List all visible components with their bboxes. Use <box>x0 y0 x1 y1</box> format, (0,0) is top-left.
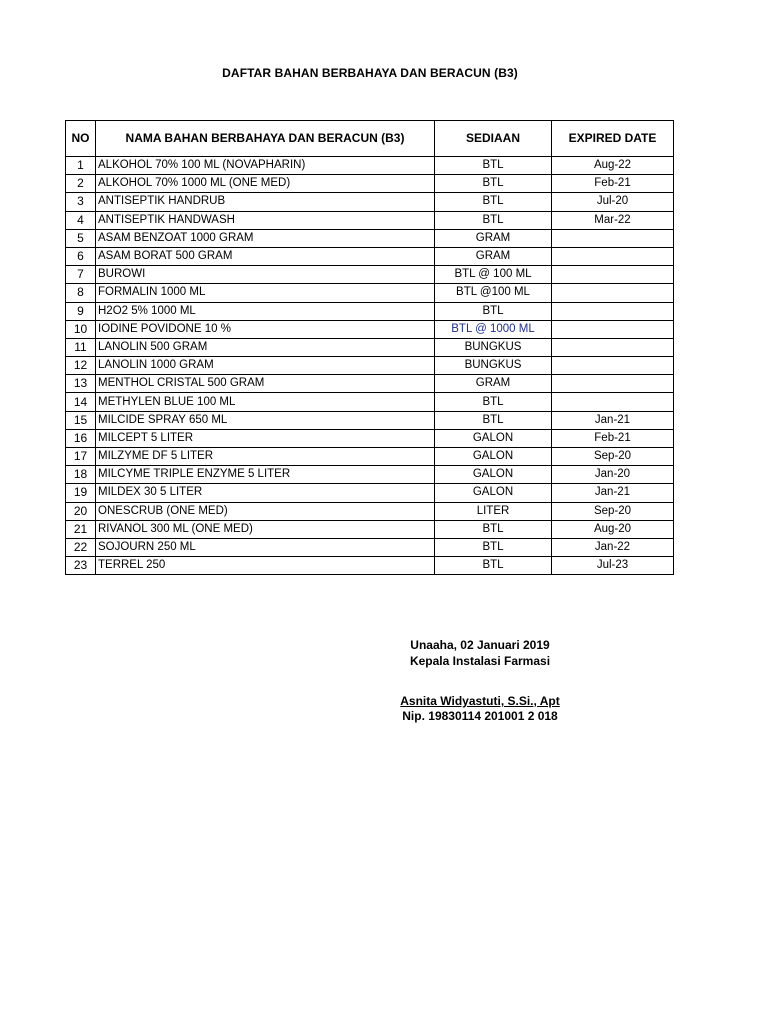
cell-sediaan: BTL <box>435 411 552 429</box>
table-row <box>66 520 674 538</box>
cell-sediaan: BTL <box>435 557 552 575</box>
cell-no: 13 <box>66 375 96 393</box>
table-row <box>66 338 674 356</box>
cell-sediaan: BTL @100 ML <box>435 284 552 302</box>
cell-name: MILZYME DF 5 LITER <box>96 448 435 466</box>
cell-sediaan: BTL <box>435 302 552 320</box>
cell-no: 17 <box>66 448 96 466</box>
cell-sediaan: GRAM <box>435 247 552 265</box>
document-title: DAFTAR BAHAN BERBAHAYA DAN BERACUN (B3) <box>222 66 518 80</box>
cell-sediaan: BTL @ 1000 ML <box>435 320 552 338</box>
cell-name: TERREL 250 <box>96 557 435 575</box>
cell-sediaan: GALON <box>435 466 552 484</box>
cell-name: ONESCRUB (ONE MED) <box>96 502 435 520</box>
cell-expired-date: Mar-22 <box>552 211 674 229</box>
table-row <box>66 302 674 320</box>
cell-expired-date: Aug-22 <box>552 157 674 175</box>
cell-sediaan: LITER <box>435 502 552 520</box>
cell-sediaan: GALON <box>435 448 552 466</box>
cell-no: 2 <box>66 175 96 193</box>
cell-no: 19 <box>66 484 96 502</box>
cell-name: FORMALIN 1000 ML <box>96 284 435 302</box>
cell-name: MILCIDE SPRAY 650 ML <box>96 411 435 429</box>
header-sediaan: SEDIAAN <box>435 121 552 157</box>
cell-expired-date <box>552 266 674 284</box>
cell-no: 5 <box>66 229 96 247</box>
cell-name: ALKOHOL 70% 100 ML (NOVAPHARIN) <box>96 157 435 175</box>
cell-expired-date: Jul-20 <box>552 193 674 211</box>
cell-sediaan: BTL <box>435 193 552 211</box>
table-row <box>66 429 674 447</box>
cell-expired-date: Aug-20 <box>552 520 674 538</box>
table-header-row <box>66 121 674 157</box>
cell-no: 14 <box>66 393 96 411</box>
cell-expired-date: Jan-21 <box>552 411 674 429</box>
signature-place-date: Unaaha, 02 Januari 2019 <box>410 638 550 652</box>
header-no: NO <box>66 121 96 157</box>
table-row <box>66 157 674 175</box>
cell-expired-date: Jul-23 <box>552 557 674 575</box>
table-row <box>66 484 674 502</box>
table-row <box>66 466 674 484</box>
cell-name: MENTHOL CRISTAL 500 GRAM <box>96 375 435 393</box>
cell-sediaan: BTL <box>435 393 552 411</box>
table-row <box>66 538 674 556</box>
cell-name: MILCEPT 5 LITER <box>96 429 435 447</box>
cell-name: MILCYME TRIPLE ENZYME 5 LITER <box>96 466 435 484</box>
table-row <box>66 448 674 466</box>
cell-expired-date <box>552 338 674 356</box>
cell-no: 22 <box>66 538 96 556</box>
cell-name: METHYLEN BLUE 100 ML <box>96 393 435 411</box>
table-row <box>66 411 674 429</box>
cell-expired-date: Jan-21 <box>552 484 674 502</box>
b3-table <box>65 120 674 575</box>
cell-sediaan: GALON <box>435 484 552 502</box>
table-row <box>66 557 674 575</box>
cell-no: 18 <box>66 466 96 484</box>
cell-sediaan: BUNGKUS <box>435 338 552 356</box>
cell-expired-date <box>552 284 674 302</box>
cell-name: ASAM BENZOAT 1000 GRAM <box>96 229 435 247</box>
cell-no: 10 <box>66 320 96 338</box>
cell-name: LANOLIN 500 GRAM <box>96 338 435 356</box>
cell-no: 7 <box>66 266 96 284</box>
cell-no: 11 <box>66 338 96 356</box>
cell-no: 1 <box>66 157 96 175</box>
cell-sediaan: BUNGKUS <box>435 357 552 375</box>
cell-name: ASAM BORAT 500 GRAM <box>96 247 435 265</box>
cell-name: RIVANOL 300 ML (ONE MED) <box>96 520 435 538</box>
cell-name: H2O2 5% 1000 ML <box>96 302 435 320</box>
cell-no: 8 <box>66 284 96 302</box>
signature-nip: Nip. 19830114 201001 2 018 <box>402 709 558 723</box>
cell-no: 15 <box>66 411 96 429</box>
signature-name <box>380 694 580 708</box>
header-name: NAMA BAHAN BERBAHAYA DAN BERACUN (B3) <box>96 121 435 157</box>
signature-name-text: Asnita Widyastuti, S.Si., Apt <box>400 694 560 708</box>
cell-name: ALKOHOL 70% 1000 ML (ONE MED) <box>96 175 435 193</box>
table-row <box>66 357 674 375</box>
cell-name: SOJOURN 250 ML <box>96 538 435 556</box>
table-row <box>66 175 674 193</box>
cell-expired-date: Feb-21 <box>552 175 674 193</box>
cell-name: LANOLIN 1000 GRAM <box>96 357 435 375</box>
cell-sediaan: BTL <box>435 538 552 556</box>
cell-no: 12 <box>66 357 96 375</box>
cell-name: BUROWI <box>96 266 435 284</box>
cell-sediaan: BTL @ 100 ML <box>435 266 552 284</box>
table-row <box>66 247 674 265</box>
cell-sediaan: GRAM <box>435 375 552 393</box>
cell-sediaan: BTL <box>435 157 552 175</box>
cell-expired-date <box>552 247 674 265</box>
table-row <box>66 284 674 302</box>
cell-expired-date <box>552 357 674 375</box>
table-row <box>66 320 674 338</box>
cell-sediaan: BTL <box>435 520 552 538</box>
cell-no: 6 <box>66 247 96 265</box>
cell-expired-date: Sep-20 <box>552 502 674 520</box>
cell-no: 21 <box>66 520 96 538</box>
cell-no: 20 <box>66 502 96 520</box>
table-row <box>66 375 674 393</box>
cell-no: 23 <box>66 557 96 575</box>
cell-name: MILDEX 30 5 LITER <box>96 484 435 502</box>
table-row <box>66 211 674 229</box>
cell-name: IODINE POVIDONE 10 % <box>96 320 435 338</box>
cell-name: ANTISEPTIK HANDWASH <box>96 211 435 229</box>
cell-sediaan: BTL <box>435 175 552 193</box>
cell-expired-date: Jan-20 <box>552 466 674 484</box>
header-expired-date: EXPIRED DATE <box>552 121 674 157</box>
cell-sediaan: GRAM <box>435 229 552 247</box>
cell-no: 3 <box>66 193 96 211</box>
cell-name: ANTISEPTIK HANDRUB <box>96 193 435 211</box>
cell-expired-date: Sep-20 <box>552 448 674 466</box>
cell-expired-date <box>552 229 674 247</box>
cell-no: 16 <box>66 429 96 447</box>
cell-expired-date <box>552 393 674 411</box>
cell-expired-date: Feb-21 <box>552 429 674 447</box>
table-row <box>66 393 674 411</box>
table-row <box>66 502 674 520</box>
cell-expired-date <box>552 375 674 393</box>
cell-expired-date <box>552 302 674 320</box>
signature-position: Kepala Instalasi Farmasi <box>409 654 551 668</box>
cell-expired-date: Jan-22 <box>552 538 674 556</box>
cell-expired-date <box>552 320 674 338</box>
cell-sediaan: GALON <box>435 429 552 447</box>
cell-sediaan: BTL <box>435 211 552 229</box>
cell-no: 4 <box>66 211 96 229</box>
table-row <box>66 266 674 284</box>
table-row <box>66 193 674 211</box>
table-row <box>66 229 674 247</box>
cell-no: 9 <box>66 302 96 320</box>
